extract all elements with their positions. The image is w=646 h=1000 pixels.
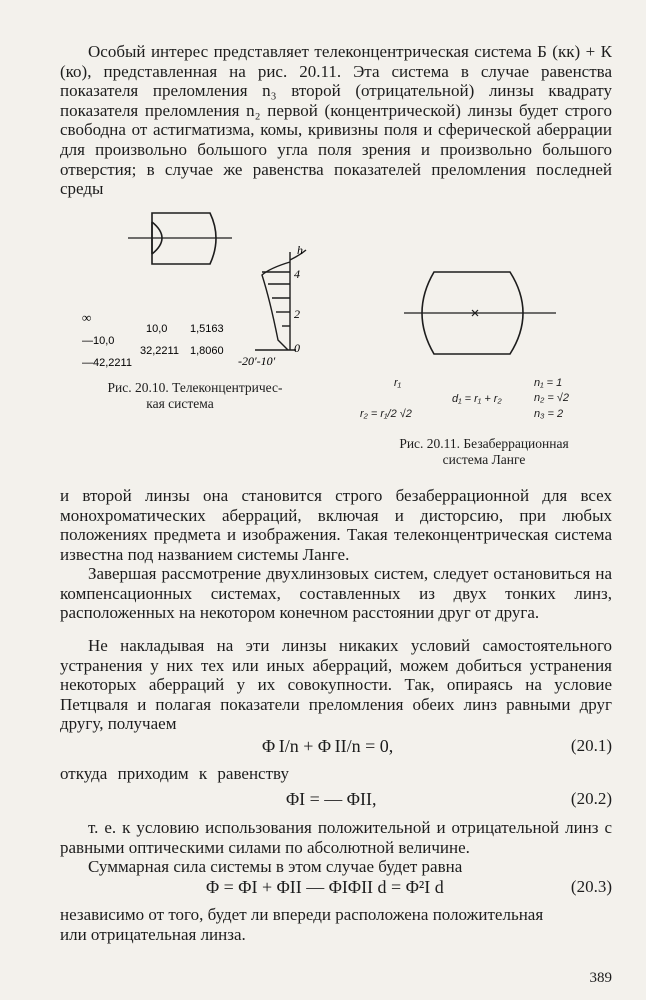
plot-bottom-ticks: -20′-10′: [238, 354, 276, 368]
thickness-1: 10,0: [146, 323, 168, 335]
figure-20-10-lens: [128, 213, 232, 264]
caption-20-10-line2: кая система: [146, 396, 214, 411]
plot-tick-2: 2: [294, 307, 300, 321]
plot-tick-0: 0: [294, 341, 300, 355]
page-number: 389: [589, 970, 612, 986]
plot-tick-4: 4: [294, 267, 300, 281]
paragraph-lange: и второй линзы она становится строго безаберрационной для всех монохроматических аберраций, включая и дисторсию, при любых положениях предмета и изображения. Такая телеконцентрическая система известна под названием системы Ланге.: [60, 486, 612, 564]
lange-d1: d₁ = r₁ + r₂: [452, 393, 502, 405]
caption-20-11-line1: Рис. 20.11. Безаберрационная: [399, 436, 569, 451]
lange-r1: r₁: [394, 377, 402, 389]
paragraph-regardless-1: независимо от того, будет ли впереди расположена положительная: [60, 905, 544, 924]
figure-20-10-plot: [255, 250, 306, 350]
paragraph-condition: т. е. к условию использования положительной и отрицательной линз с равными оптическими силами по абсолютной величине.: [60, 818, 612, 857]
figure-20-11-lens: [404, 272, 556, 354]
paragraph-petzval: Не накладывая на эти линзы никаких условий самостоятельного устранения у них тех или иных аберраций, можем добиться устранения некоторых аберраций у их совокупности. Так, опираясь на условие Петцваля и полагая показатели преломления обеих линз равными друг другу, получаем: [60, 636, 612, 734]
equation-20-3: Φ = ΦI + ΦII — ΦIΦII d = Φ²I d: [206, 877, 444, 897]
thickness-2: 32,2211: [140, 345, 179, 357]
radius-2: —10,0: [82, 335, 115, 347]
plot-axis-label: h: [297, 243, 303, 257]
equation-20-2-number: (20.2): [570, 789, 612, 808]
equation-20-3-number: (20.3): [570, 877, 612, 896]
lange-n2: n₂ = √2: [534, 392, 570, 404]
equation-20-1: Φ I/n + Φ II/n = 0,: [262, 736, 394, 756]
lange-r2: r₂ = r₁/2 √2: [360, 408, 412, 420]
index-2: 1,8060: [190, 345, 224, 357]
radius-1: ∞: [82, 310, 92, 325]
paragraph-hence: откуда приходим к равенству: [60, 764, 289, 783]
paragraph-compensation: Завершая рассмотрение двухлинзовых систем, следует остановиться на компенсационных системах, составленных из двух тонких линз, расположенных на некотором конечном расстоянии друг от друга.: [60, 564, 612, 623]
equation-20-1-number: (20.1): [570, 736, 612, 755]
index-1: 1,5163: [190, 323, 224, 335]
equation-20-2: ΦI = — ΦII,: [286, 789, 377, 809]
paragraph-intro: Особый интерес представляет телеконцентрическая система Б (кк) + К (ко), представленная на рис. 20.11. Эта система в случае равенства показателя преломления n₃ второй (отрицательной) линзы квадрату показателя преломления n₂ первой (концентрической) линзы будет строго свободна от астигматизма, комы, кривизны поля и сферической аберрации для произвольно большого угла поля зрения и произвольно большого отверстия; в случае же равенства показателей преломления последней среды: [60, 42, 612, 199]
radius-3: —42,2211: [82, 357, 132, 369]
paragraph-total-power: Суммарная сила системы в этом случае будет равна: [88, 857, 463, 876]
lange-n3: n₃ = 2: [534, 408, 564, 420]
paragraph-regardless-2: или отрицательная линза.: [60, 925, 246, 944]
caption-20-11-line2: система Ланге: [442, 452, 526, 467]
lange-n1: n₁ = 1: [534, 377, 563, 389]
caption-20-10-line1: Рис. 20.10. Телеконцентричес-: [107, 380, 283, 395]
